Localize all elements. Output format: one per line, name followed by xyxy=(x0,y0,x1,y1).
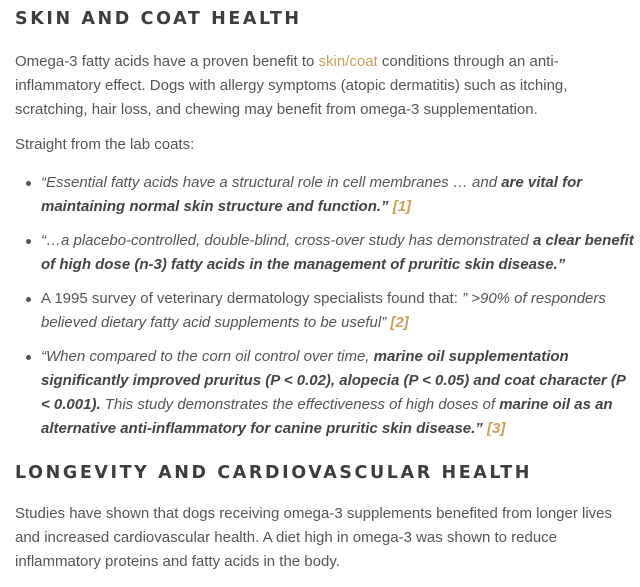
quote-list xyxy=(15,171,637,441)
quote-text: “Essential fatty acids have a structural role in cell membranes … and xyxy=(41,174,502,191)
list-item-quote-3 xyxy=(15,287,637,335)
reference-link-3[interactable]: [3] xyxy=(486,420,506,437)
quote-italic: ” >90% of responders believed dietary fatty acid supplements to be useful” xyxy=(41,290,606,331)
list-item-quote-2 xyxy=(15,229,637,277)
list-item-quote-1 xyxy=(15,171,637,219)
article-body xyxy=(15,0,637,574)
quote-text: “…a placebo-controlled, double-blind, cross-over study has demonstrated xyxy=(41,232,533,249)
quote-text: A 1995 survey of veterinary dermatology specialists found that: xyxy=(41,290,463,307)
quote-emphasis: marine oil supplementation significantly improved pruritus (P < 0.02), alopecia (P < 0.05) and coat character (P < 0.001). xyxy=(41,348,626,413)
quote-text-continued: This study demonstrates the effectiveness of high doses of xyxy=(100,396,500,413)
quote-emphasis: are vital for maintaining normal skin structure and function.” xyxy=(41,174,583,215)
quote-text: “When compared to the corn oil control over time, xyxy=(41,348,374,365)
longevity-paragraph: Studies have shown that dogs receiving omega-3 supplements benefited from longer lives and increased cardiovascular health. A diet high in omega-3 was shown to reduce inflammatory proteins and fatty acids in the body. xyxy=(15,505,613,570)
reference-link-1[interactable]: [1] xyxy=(392,198,412,215)
section-heading-skin-coat: SKIN AND COAT HEALTH xyxy=(15,9,302,29)
reference-link-2[interactable]: [2] xyxy=(390,314,409,331)
intro-paragraph xyxy=(15,50,637,122)
intro-text-start: Omega-3 fatty acids have a proven benefit to xyxy=(15,53,319,70)
lab-coats-paragraph: Straight from the lab coats: xyxy=(15,136,195,153)
skin-coat-link[interactable]: skin/coat xyxy=(318,53,378,70)
list-item-quote-4 xyxy=(15,345,637,441)
quote-emphasis: a clear benefit of high dose (n-3) fatty acids in the management of pruritic skin disease.” xyxy=(41,232,634,273)
section-heading-longevity: LONGEVITY AND CARDIOVASCULAR HEALTH xyxy=(15,463,533,483)
quote-emphasis-end: marine oil as an alternative anti-inflammatory for canine pruritic skin disease.” xyxy=(41,396,613,437)
intro-text-end: conditions through an anti-inflammatory effect. Dogs with allergy symptoms (atopic dermatitis) such as itching, scratching, hair loss, and chewing may benefit from omega-3 supplementation. xyxy=(15,53,568,118)
